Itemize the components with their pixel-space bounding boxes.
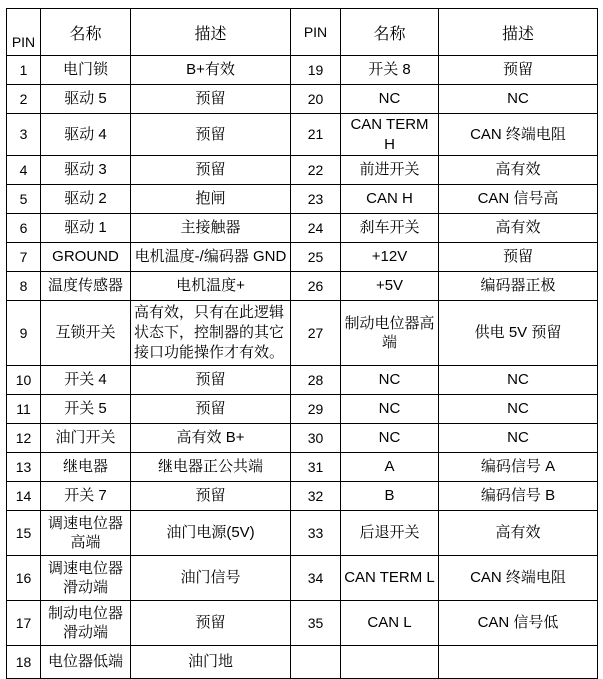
desc-cell: 高有效: [439, 511, 598, 556]
desc-cell: CAN 信号低: [439, 601, 598, 646]
desc-cell: 预留: [131, 366, 291, 395]
name-cell: 电位器低端: [41, 646, 131, 679]
desc-cell: 预留: [131, 85, 291, 114]
table-row: [7, 395, 598, 424]
table-row: [7, 85, 598, 114]
name-cell: 开关 8: [341, 56, 439, 85]
pin-cell: 17: [7, 601, 41, 646]
desc-cell: 预留: [439, 56, 598, 85]
pin-cell: 4: [7, 156, 41, 185]
pin-cell: 3: [7, 114, 41, 156]
table-row: [7, 114, 598, 156]
table-row: [7, 272, 598, 301]
name-cell: 调速电位器高端: [41, 511, 131, 556]
name-cell: 电门锁: [41, 56, 131, 85]
pin-cell: 9: [7, 301, 41, 366]
name-cell: 调速电位器滑动端: [41, 556, 131, 601]
pin-cell: 8: [7, 272, 41, 301]
pin-cell: [291, 646, 341, 679]
pin-cell: 33: [291, 511, 341, 556]
desc-cell: CAN 终端电阻: [439, 556, 598, 601]
header-name-right: 名称: [341, 9, 439, 56]
pin-cell: 34: [291, 556, 341, 601]
desc-cell: 预留: [131, 395, 291, 424]
table-row: [7, 453, 598, 482]
name-cell: [341, 646, 439, 679]
desc-cell: NC: [439, 395, 598, 424]
pin-cell: 15: [7, 511, 41, 556]
header-pin-right: PIN: [291, 9, 341, 56]
pin-cell: 22: [291, 156, 341, 185]
desc-cell: [439, 646, 598, 679]
table-row: [7, 214, 598, 243]
name-cell: CAN TERM L: [341, 556, 439, 601]
desc-cell: 继电器正公共端: [131, 453, 291, 482]
pin-cell: 25: [291, 243, 341, 272]
pin-cell: 24: [291, 214, 341, 243]
table-row: [7, 646, 598, 679]
name-cell: 油门开关: [41, 424, 131, 453]
desc-cell: 油门电源(5V): [131, 511, 291, 556]
name-cell: 互锁开关: [41, 301, 131, 366]
desc-cell: 预留: [439, 243, 598, 272]
pin-cell: 11: [7, 395, 41, 424]
header-pin-left: PIN: [7, 9, 41, 56]
name-cell: GROUND: [41, 243, 131, 272]
name-cell: 制动电位器高端: [341, 301, 439, 366]
pin-cell: 13: [7, 453, 41, 482]
pin-cell: 26: [291, 272, 341, 301]
table-row: [7, 185, 598, 214]
name-cell: +12V: [341, 243, 439, 272]
name-cell: 开关 5: [41, 395, 131, 424]
table-header-row: [7, 9, 598, 56]
pin-cell: 20: [291, 85, 341, 114]
header-desc-left: 描述: [131, 9, 291, 56]
name-cell: 前进开关: [341, 156, 439, 185]
desc-cell: NC: [439, 424, 598, 453]
header-name-left: 名称: [41, 9, 131, 56]
desc-cell: 电机温度+: [131, 272, 291, 301]
name-cell: NC: [341, 366, 439, 395]
pin-cell: 31: [291, 453, 341, 482]
desc-cell: CAN 终端电阻: [439, 114, 598, 156]
pin-cell: 5: [7, 185, 41, 214]
pin-cell: 28: [291, 366, 341, 395]
pin-cell: 21: [291, 114, 341, 156]
name-cell: 温度传感器: [41, 272, 131, 301]
name-cell: A: [341, 453, 439, 482]
desc-cell: 供电 5V 预留: [439, 301, 598, 366]
name-cell: 驱动 4: [41, 114, 131, 156]
table-row: [7, 424, 598, 453]
desc-cell: 预留: [131, 156, 291, 185]
pin-cell: 32: [291, 482, 341, 511]
table-row: [7, 511, 598, 556]
table-row: [7, 301, 598, 366]
pin-cell: 30: [291, 424, 341, 453]
name-cell: NC: [341, 424, 439, 453]
name-cell: +5V: [341, 272, 439, 301]
table-row: [7, 156, 598, 185]
pin-cell: 27: [291, 301, 341, 366]
table-row: [7, 556, 598, 601]
name-cell: 开关 4: [41, 366, 131, 395]
header-desc-right: 描述: [439, 9, 598, 56]
desc-cell: 高有效，只有在此逻辑状态下，控制器的其它接口功能操作才有效。: [131, 301, 291, 366]
pin-cell: 12: [7, 424, 41, 453]
desc-cell: NC: [439, 366, 598, 395]
name-cell: 驱动 2: [41, 185, 131, 214]
pin-cell: 16: [7, 556, 41, 601]
desc-cell: 预留: [131, 601, 291, 646]
desc-cell: B+有效: [131, 56, 291, 85]
pin-cell: 6: [7, 214, 41, 243]
pin-cell: 7: [7, 243, 41, 272]
name-cell: 驱动 5: [41, 85, 131, 114]
desc-cell: 高有效: [439, 214, 598, 243]
desc-cell: 油门信号: [131, 556, 291, 601]
pin-cell: 29: [291, 395, 341, 424]
desc-cell: 高有效: [439, 156, 598, 185]
name-cell: 开关 7: [41, 482, 131, 511]
pin-definition-table: [6, 8, 598, 679]
desc-cell: 编码信号 A: [439, 453, 598, 482]
pin-cell: 14: [7, 482, 41, 511]
desc-cell: 主接触器: [131, 214, 291, 243]
name-cell: NC: [341, 85, 439, 114]
desc-cell: 预留: [131, 114, 291, 156]
table-row: [7, 56, 598, 85]
pin-cell: 35: [291, 601, 341, 646]
pin-cell: 23: [291, 185, 341, 214]
desc-cell: 预留: [131, 482, 291, 511]
desc-cell: 高有效 B+: [131, 424, 291, 453]
desc-cell: 油门地: [131, 646, 291, 679]
table-row: [7, 243, 598, 272]
name-cell: 刹车开关: [341, 214, 439, 243]
pin-cell: 2: [7, 85, 41, 114]
name-cell: 制动电位器滑动端: [41, 601, 131, 646]
name-cell: B: [341, 482, 439, 511]
name-cell: CAN L: [341, 601, 439, 646]
desc-cell: 抱闸: [131, 185, 291, 214]
pin-cell: 1: [7, 56, 41, 85]
table-row: [7, 482, 598, 511]
desc-cell: 电机温度-/编码器 GND: [131, 243, 291, 272]
pin-cell: 19: [291, 56, 341, 85]
table-row: [7, 601, 598, 646]
name-cell: 驱动 3: [41, 156, 131, 185]
name-cell: 驱动 1: [41, 214, 131, 243]
name-cell: 继电器: [41, 453, 131, 482]
name-cell: NC: [341, 395, 439, 424]
desc-cell: NC: [439, 85, 598, 114]
desc-cell: 编码器正极: [439, 272, 598, 301]
name-cell: 后退开关: [341, 511, 439, 556]
pin-cell: 18: [7, 646, 41, 679]
name-cell: CAN TERM H: [341, 114, 439, 156]
desc-cell: CAN 信号高: [439, 185, 598, 214]
pin-cell: 10: [7, 366, 41, 395]
table-row: [7, 366, 598, 395]
name-cell: CAN H: [341, 185, 439, 214]
desc-cell: 编码信号 B: [439, 482, 598, 511]
